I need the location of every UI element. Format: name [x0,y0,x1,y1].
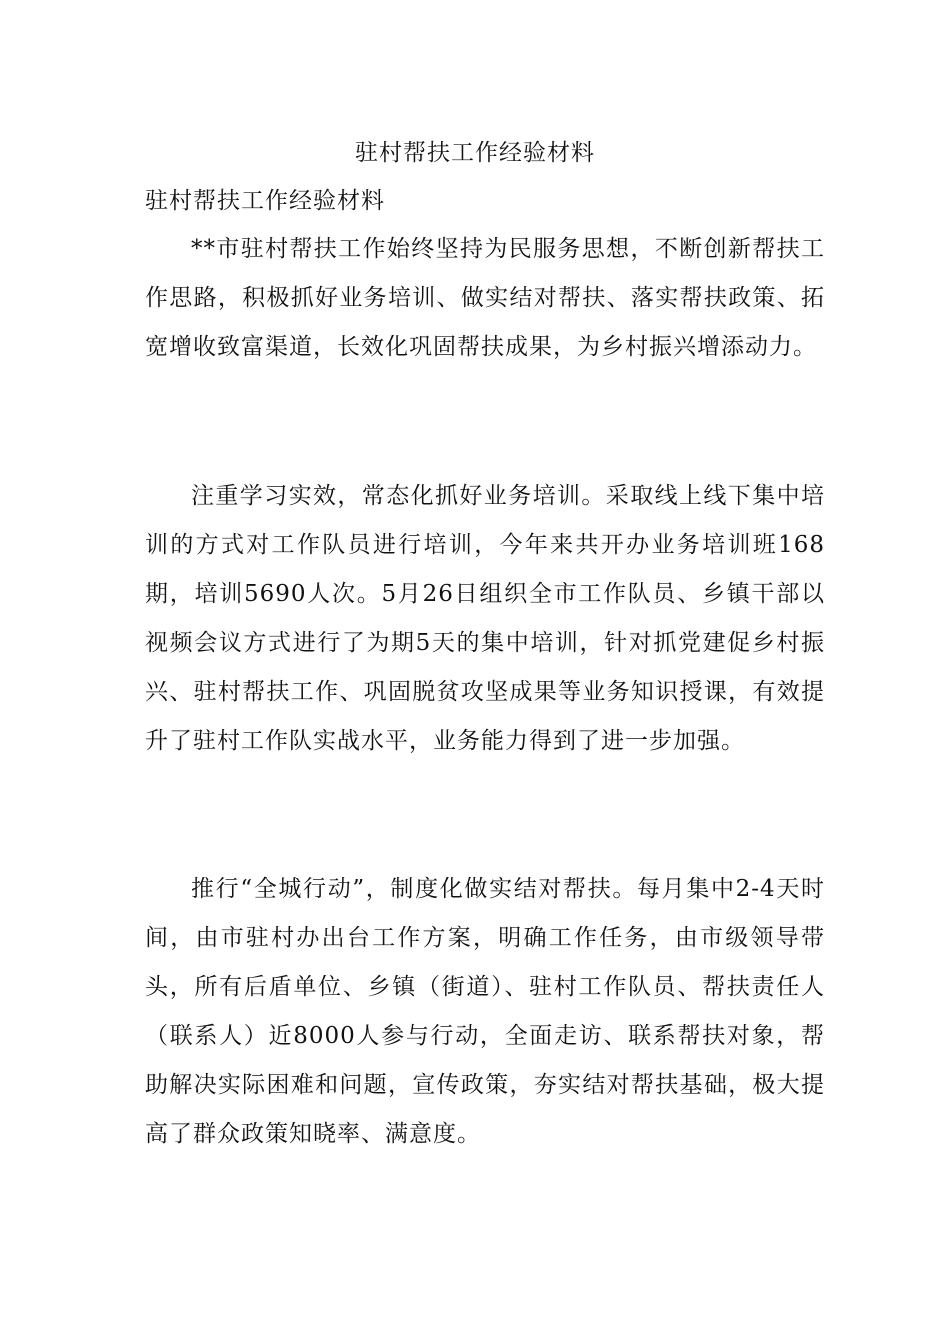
document-title: 驻村帮扶工作经验材料 [355,140,595,166]
paragraph-training: 注重学习实效，常态化抓好业务培训。采取线上线下集中培训的方式对工作队员进行培训，今年来共开办业务培训班168期，培训5690人次。5月26日组织全市工作队员、乡镇干部以视频会议方式进行了为期5天的集中培训，针对抓党建促乡村振兴、驻村帮扶工作、巩固脱贫攻坚成果等业务知识授课，有效提升了驻村工作队实战水平，业务能力得到了进一步加强。 [145,483,825,754]
document-subtitle: 驻村帮扶工作经验材料 [145,188,385,214]
paragraph-pairing: 推行“全城行动”，制度化做实结对帮扶。每月集中2-4天时间，由市驻村办出台工作方案，明确工作任务，由市级领导带头，所有后盾单位、乡镇（街道）、驻村工作队员、帮扶责任人（联系人）近8000人参与行动，全面走访、联系帮扶对象，帮助解决实际困难和问题，宣传政策，夯实结对帮扶基础，极大提高了群众政策知晓率、满意度。 [145,876,825,1147]
paragraph-intro: **市驻村帮扶工作始终坚持为民服务思想，不断创新帮扶工作思路，积极抓好业务培训、做实结对帮扶、落实帮扶政策、拓宽增收致富渠道，长效化巩固帮扶成果，为乡村振兴增添动力。 [145,236,825,360]
